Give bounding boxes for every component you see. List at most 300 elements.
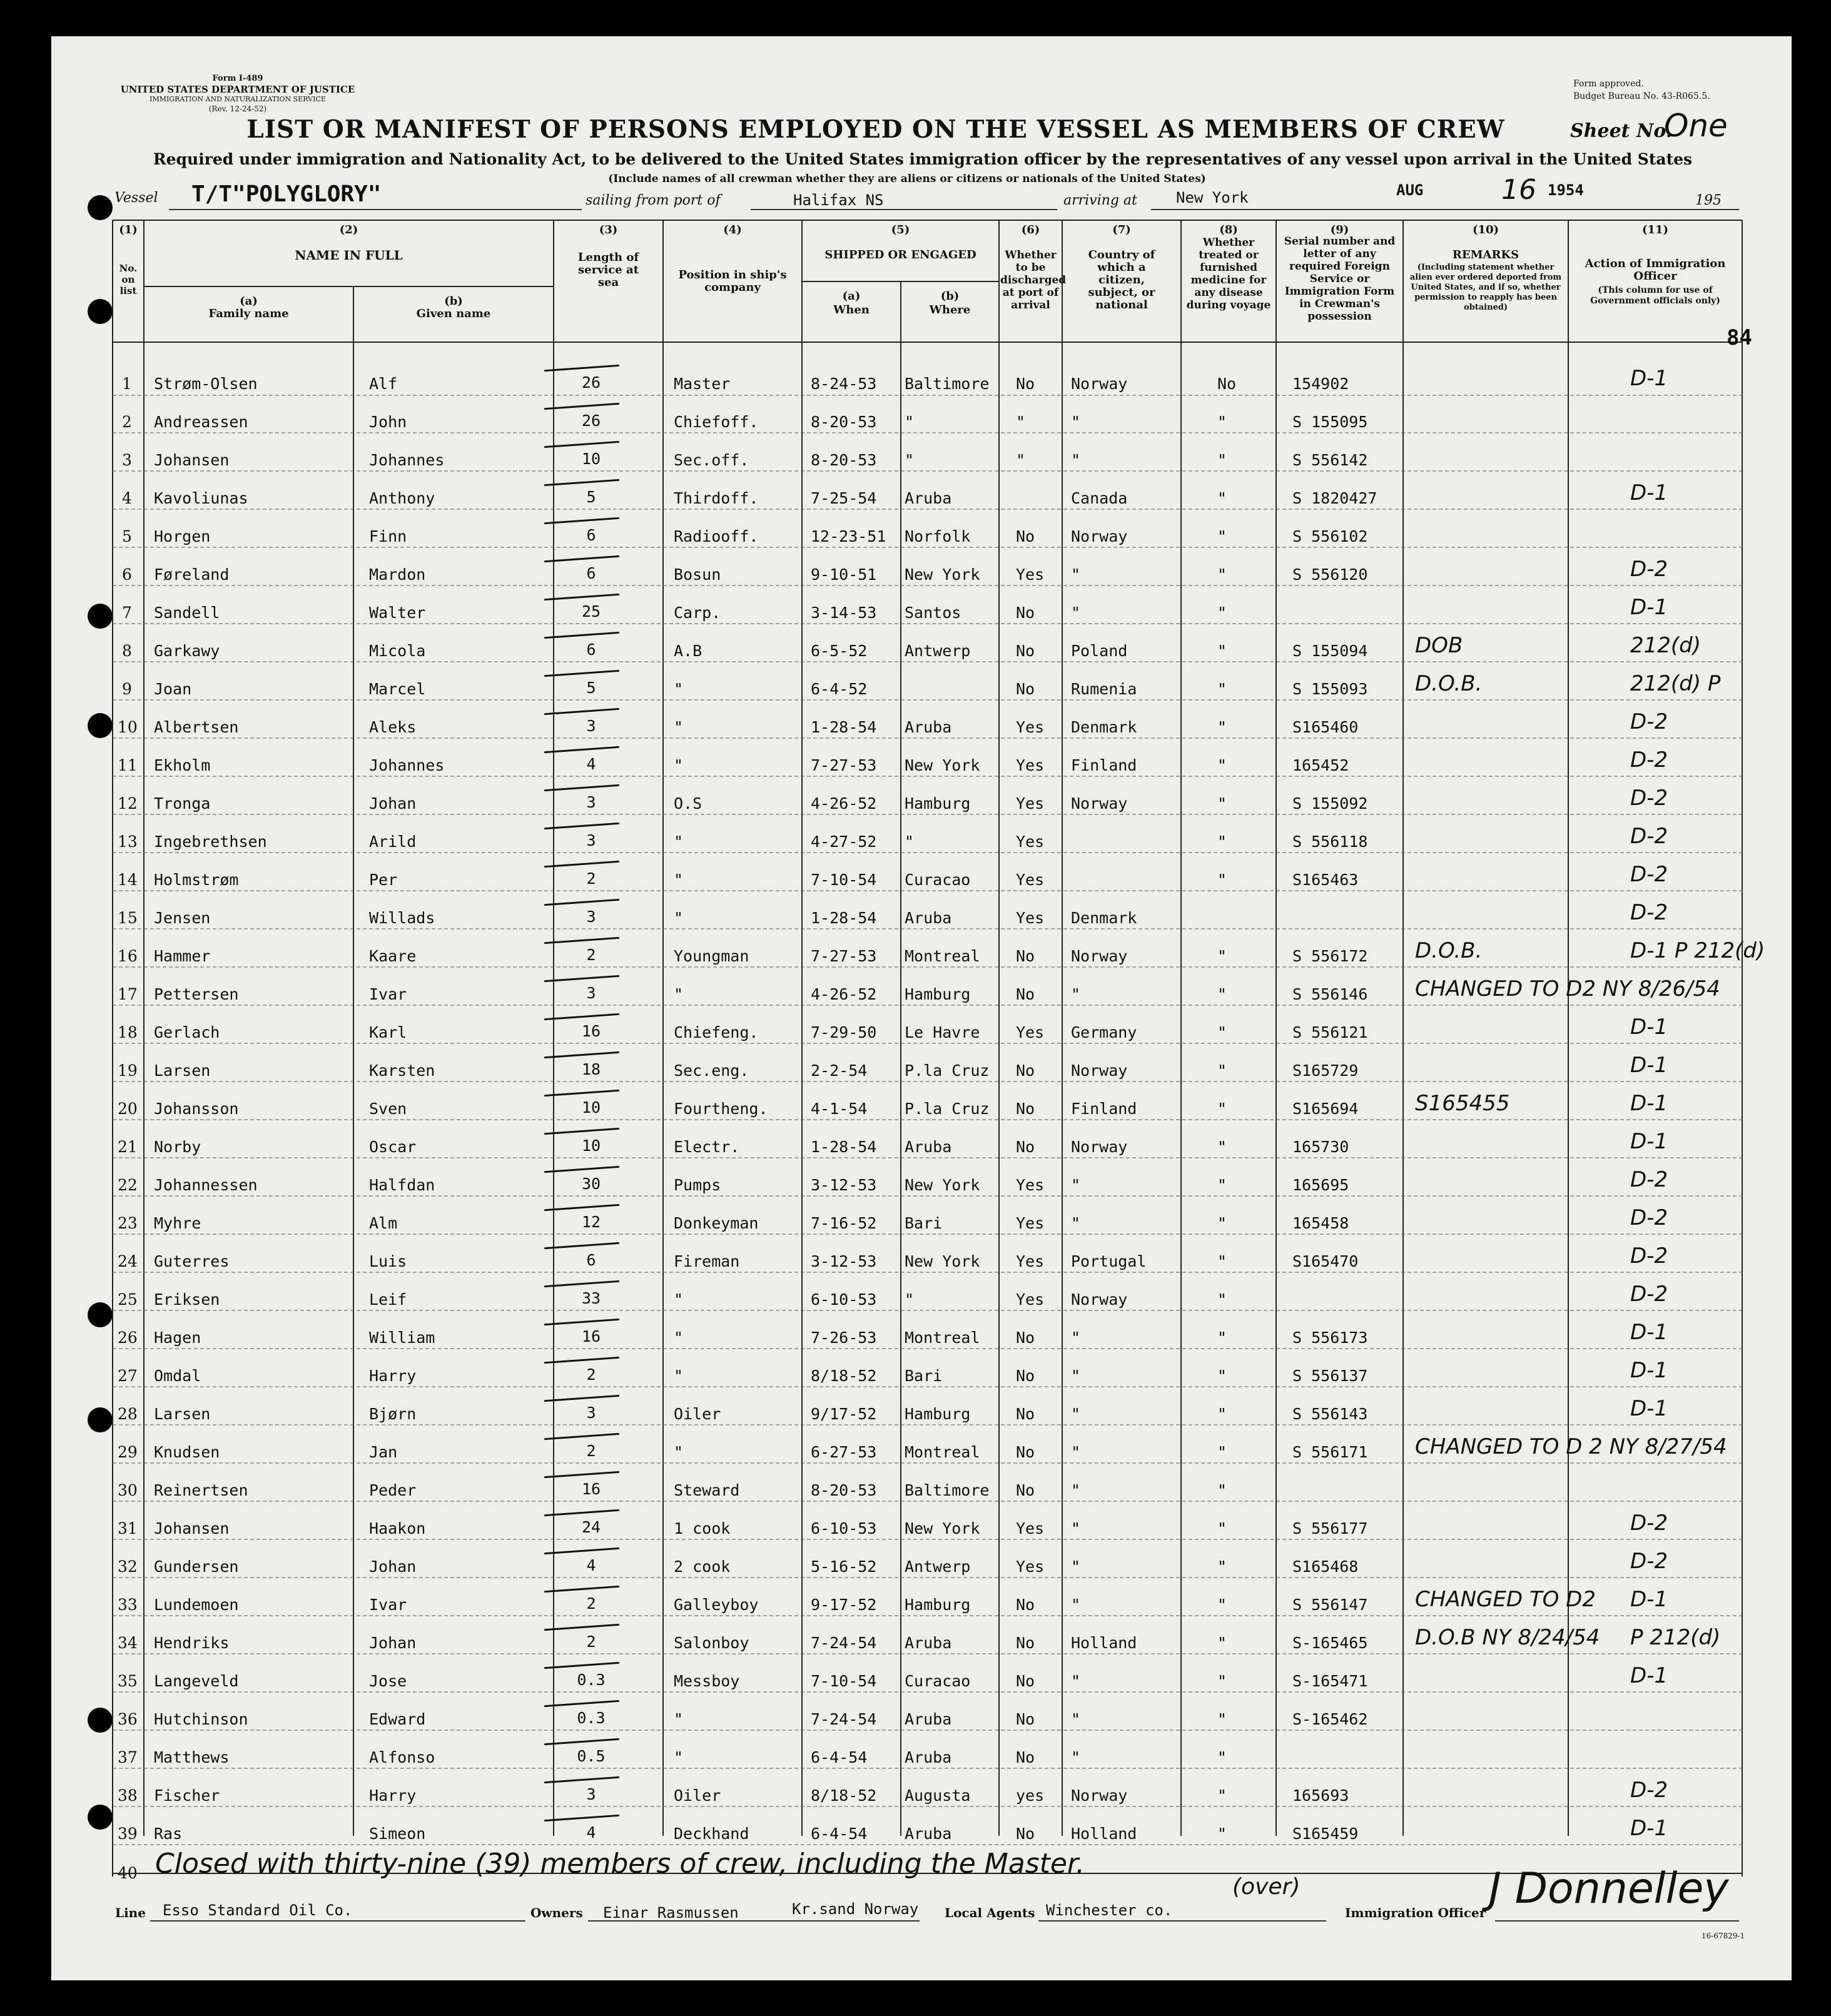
serial-number-cell: S165729 xyxy=(1292,1061,1359,1080)
country-cell: Norway xyxy=(1071,1786,1128,1805)
table-row xyxy=(0,929,1831,968)
serial-number-cell: S 556137 xyxy=(1292,1367,1368,1385)
serial-number-cell: 165458 xyxy=(1292,1214,1349,1232)
action-cell: D-1 xyxy=(1630,1816,1668,1841)
given-name-cell: Finn xyxy=(369,527,407,545)
family-name-cell: Omdal xyxy=(154,1367,201,1385)
country-cell: Canada xyxy=(1071,489,1128,507)
position-cell: " xyxy=(674,871,684,889)
given-name-cell: Sven xyxy=(369,1100,407,1118)
length-header: Length of service at sea xyxy=(577,251,639,289)
name-in-full-header: NAME IN FULL xyxy=(295,248,403,263)
position-cell: " xyxy=(674,680,684,698)
serial-number-cell: S165468 xyxy=(1292,1558,1359,1576)
row-number: 3 xyxy=(122,451,132,469)
length-check-mark xyxy=(544,1433,619,1440)
length-of-service-cell: 26 xyxy=(581,412,601,430)
sheet-number: One xyxy=(1664,108,1728,144)
serial-number-cell: S 556146 xyxy=(1292,985,1368,1003)
given-name-cell: Harry xyxy=(369,1786,417,1805)
family-name-cell: Hagen xyxy=(154,1329,201,1347)
family-name-cell: Hammer xyxy=(154,947,211,965)
given-name-cell: Aleks xyxy=(369,718,417,736)
table-row xyxy=(0,1807,1831,1845)
when-engaged-cell: 3-12-53 xyxy=(811,1176,877,1194)
family-name-cell: Pettersen xyxy=(154,985,239,1003)
serial-number-cell: S 556171 xyxy=(1292,1443,1368,1461)
row-40-number: 40 xyxy=(118,1864,138,1882)
when-engaged-cell: 7-27-53 xyxy=(811,756,877,774)
given-name-cell: Halfdan xyxy=(369,1176,435,1194)
given-name-cell: Peder xyxy=(369,1481,417,1499)
length-of-service-cell: 10 xyxy=(581,450,601,468)
form-title: LIST OR MANIFEST OF PERSONS EMPLOYED ON THE VESSEL AS MEMBERS OF CREW xyxy=(246,115,1505,144)
length-of-service-cell: 3 xyxy=(586,984,596,1002)
position-cell: Oiler xyxy=(674,1786,721,1805)
closing-statement: Closed with thirty-nine (39) members of crew, including the Master. xyxy=(155,1848,1085,1880)
when-engaged-cell: 6-27-53 xyxy=(811,1443,877,1461)
discharged-cell: " xyxy=(1016,451,1026,469)
country-cell: Germany xyxy=(1071,1023,1137,1041)
length-check-mark xyxy=(544,899,619,906)
action-cell: D-1 xyxy=(1630,1587,1668,1612)
discharged-cell: Yes xyxy=(1016,1558,1045,1576)
where-engaged-cell: New York xyxy=(905,756,980,774)
given-name-cell: Harry xyxy=(369,1367,417,1385)
length-of-service-cell: 3 xyxy=(586,1785,596,1803)
discharged-cell: No xyxy=(1016,1596,1035,1614)
action-cell: 212(d) P xyxy=(1630,671,1721,696)
table-row xyxy=(0,1654,1831,1693)
family-name-cell: Larsen xyxy=(154,1061,211,1080)
when-engaged-cell: 7-25-54 xyxy=(811,489,877,507)
table-row xyxy=(0,1426,1831,1464)
table-row xyxy=(0,586,1831,624)
treated-cell: " xyxy=(1217,451,1227,469)
given-name-cell: Simeon xyxy=(369,1825,426,1843)
position-cell: Salonboy xyxy=(674,1634,749,1652)
length-of-service-cell: 5 xyxy=(586,488,596,506)
when-engaged-cell: 6-10-53 xyxy=(811,1519,877,1537)
where-engaged-cell: Aruba xyxy=(905,1825,952,1843)
length-of-service-cell: 16 xyxy=(581,1480,601,1498)
discharged-cell: " xyxy=(1016,413,1026,431)
from-port: Halifax NS xyxy=(793,191,884,209)
owners-label: Owners xyxy=(530,1905,583,1920)
table-row xyxy=(0,1044,1831,1082)
where-engaged-cell: Baltimore xyxy=(905,1481,990,1499)
discharged-cell: No xyxy=(1016,1481,1035,1499)
where-engaged-cell: Norfolk xyxy=(905,527,971,545)
family-name-cell: Johansen xyxy=(154,451,230,469)
arrival-year: 1954 xyxy=(1548,181,1584,199)
treated-cell: " xyxy=(1217,718,1227,736)
discharged-cell: Yes xyxy=(1016,1176,1045,1194)
table-row xyxy=(0,433,1831,472)
action-cell: D-1 xyxy=(1630,595,1668,620)
where-engaged-cell: Antwerp xyxy=(905,1558,971,1576)
length-of-service-cell: 3 xyxy=(586,793,596,811)
action-cell: D-2 xyxy=(1630,1511,1668,1536)
serial-header: Serial number and letter of any required Foreign Service or Immigration Form in Crewman's possession xyxy=(1284,235,1396,323)
discharged-cell: Yes xyxy=(1016,1252,1045,1270)
when-engaged-cell: 6-4-54 xyxy=(811,1748,868,1766)
arrival-day: 16 xyxy=(1501,174,1536,206)
row-number: 19 xyxy=(118,1061,138,1080)
family-name-cell: Hendriks xyxy=(154,1634,230,1652)
col6-number: (6) xyxy=(1021,223,1040,236)
position-cell: 1 cook xyxy=(674,1519,731,1537)
row-number: 30 xyxy=(118,1481,138,1499)
officer-label: Immigration Officer xyxy=(1345,1905,1486,1920)
family-name-cell: Tronga xyxy=(154,794,211,813)
action-cell: D-1 xyxy=(1630,1396,1668,1421)
country-cell: Portugal xyxy=(1071,1252,1147,1270)
given-name-cell: Jan xyxy=(369,1443,398,1461)
where-header: Where xyxy=(929,303,971,317)
row-number: 11 xyxy=(118,756,138,774)
col5-number: (5) xyxy=(891,223,910,236)
where-engaged-cell: Montreal xyxy=(905,1443,980,1461)
length-check-mark xyxy=(544,708,619,715)
serial-number-cell: S-165465 xyxy=(1292,1634,1368,1652)
treated-cell: " xyxy=(1217,1367,1227,1385)
country-cell: " xyxy=(1071,1748,1081,1766)
country-cell: " xyxy=(1071,565,1081,584)
family-name-header: Family name xyxy=(208,307,289,320)
remarks-cell: CHANGED TO D2 NY 8/26/54 xyxy=(1415,976,1720,1001)
col4-number: (4) xyxy=(723,223,742,236)
family-name-cell: Strøm-Olsen xyxy=(154,375,258,393)
country-cell: Denmark xyxy=(1071,718,1137,736)
row-number: 16 xyxy=(118,947,138,965)
length-check-mark xyxy=(544,1471,619,1478)
serial-number-cell: S 1820427 xyxy=(1292,489,1377,507)
position-cell: Pumps xyxy=(674,1176,721,1194)
length-check-mark xyxy=(544,1662,619,1669)
discharged-cell: No xyxy=(1016,1100,1035,1118)
given-name-cell: Karsten xyxy=(369,1061,435,1080)
position-cell: " xyxy=(674,1329,684,1347)
position-cell: Oiler xyxy=(674,1405,721,1423)
treated-cell: " xyxy=(1217,680,1227,698)
line-underline xyxy=(150,1920,525,1922)
row-number: 28 xyxy=(118,1405,138,1423)
given-name-cell: Willads xyxy=(369,909,435,927)
country-cell: " xyxy=(1071,1367,1081,1385)
discharged-cell: No xyxy=(1016,375,1035,393)
position-header: Position in ship's company xyxy=(678,268,787,294)
family-name-cell: Larsen xyxy=(154,1405,211,1423)
agents-underline xyxy=(1038,1920,1326,1922)
discharged-cell: No xyxy=(1016,527,1035,545)
given-name-cell: Ivar xyxy=(369,1596,407,1614)
when-engaged-cell: 9-17-52 xyxy=(811,1596,877,1614)
length-of-service-cell: 6 xyxy=(586,641,596,659)
family-name-cell: Ingebrethsen xyxy=(154,833,267,851)
serial-number-cell: S165470 xyxy=(1292,1252,1359,1270)
where-engaged-cell: New York xyxy=(905,1252,980,1270)
country-cell: " xyxy=(1071,1176,1081,1194)
position-cell: " xyxy=(674,1710,684,1728)
action-cell: D-1 xyxy=(1630,480,1668,505)
where-engaged-cell: " xyxy=(905,451,915,469)
treated-cell: " xyxy=(1217,642,1227,660)
family-name-cell: Langeveld xyxy=(154,1672,239,1690)
given-name-cell: Oscar xyxy=(369,1138,417,1156)
position-cell: Radiooff. xyxy=(674,527,759,545)
given-name-cell: Kaare xyxy=(369,947,417,965)
position-cell: " xyxy=(674,833,684,851)
country-cell: Denmark xyxy=(1071,909,1137,927)
when-engaged-cell: 8-24-53 xyxy=(811,375,877,393)
given-name-cell: Arild xyxy=(369,833,417,851)
family-name-cell: Eriksen xyxy=(154,1290,220,1309)
length-check-mark xyxy=(544,1204,619,1211)
row-number: 18 xyxy=(118,1023,138,1041)
table-row xyxy=(0,662,1831,701)
given-name-cell: Johannes xyxy=(369,756,445,774)
form-number: Form I-489 xyxy=(212,74,263,83)
country-cell: Finland xyxy=(1071,1100,1137,1118)
action-cell: D-2 xyxy=(1630,1167,1668,1192)
when-engaged-cell: 1-28-54 xyxy=(811,909,877,927)
action-cell: D-2 xyxy=(1630,786,1668,811)
col1-number: (1) xyxy=(119,223,138,236)
position-cell: Chiefoff. xyxy=(674,413,759,431)
family-name-cell: Johansson xyxy=(154,1100,239,1118)
remarks-cell: S165455 xyxy=(1415,1091,1510,1116)
action-cell: P 212(d) xyxy=(1630,1625,1721,1650)
table-row xyxy=(0,548,1831,586)
officer-underline xyxy=(1495,1920,1739,1922)
discharged-cell: No xyxy=(1016,1825,1035,1843)
position-cell: Steward xyxy=(674,1481,740,1499)
position-cell: " xyxy=(674,1367,684,1385)
discharged-cell: No xyxy=(1016,642,1035,660)
where-engaged-cell: Aruba xyxy=(905,909,952,927)
treated-cell: " xyxy=(1217,1252,1227,1270)
family-name-cell: Lundemoen xyxy=(154,1596,239,1614)
given-name-cell: Edward xyxy=(369,1710,426,1728)
length-check-mark xyxy=(544,784,619,791)
serial-number-cell: 165730 xyxy=(1292,1138,1349,1156)
action-note: (This column for use of Government officials only) xyxy=(1590,285,1720,306)
length-check-mark xyxy=(544,1242,619,1249)
where-engaged-cell: Montreal xyxy=(905,1329,980,1347)
where-engaged-cell: Aruba xyxy=(905,1634,952,1652)
length-of-service-cell: 26 xyxy=(581,373,601,392)
position-cell: " xyxy=(674,985,684,1003)
treated-cell: " xyxy=(1217,1100,1227,1118)
action-cell: D-1 xyxy=(1630,1358,1668,1383)
length-of-service-cell: 2 xyxy=(586,1365,596,1384)
where-engaged-cell: New York xyxy=(905,1176,980,1194)
when-engaged-cell: 7-24-54 xyxy=(811,1710,877,1728)
family-name-cell: Ras xyxy=(154,1825,183,1843)
when-engaged-cell: 9-10-51 xyxy=(811,565,877,584)
when-a: (a) xyxy=(842,290,861,303)
serial-number-cell: S 556143 xyxy=(1292,1405,1368,1423)
country-cell: " xyxy=(1071,1596,1081,1614)
length-check-mark xyxy=(544,1738,619,1745)
serial-number-cell: S 556177 xyxy=(1292,1519,1368,1537)
row-number: 29 xyxy=(118,1443,138,1461)
length-of-service-cell: 3 xyxy=(586,831,596,849)
serial-number-cell: S 556102 xyxy=(1292,527,1368,545)
row-number: 20 xyxy=(118,1100,138,1118)
serial-number-cell: S165463 xyxy=(1292,871,1359,889)
where-engaged-cell: Aruba xyxy=(905,1138,952,1156)
table-row xyxy=(0,357,1831,395)
table-row xyxy=(0,1731,1831,1769)
table-row xyxy=(0,701,1831,739)
action-cell: 212(d) xyxy=(1630,633,1702,658)
discharged-cell: No xyxy=(1016,985,1035,1003)
given-name-cell: Haakon xyxy=(369,1519,426,1537)
length-check-mark xyxy=(544,1586,619,1593)
treated-cell: " xyxy=(1217,1023,1227,1041)
action-cell: D-2 xyxy=(1630,1244,1668,1269)
family-name-cell: Jensen xyxy=(154,909,211,927)
family-name-cell: Norby xyxy=(154,1138,201,1156)
length-check-mark xyxy=(544,1166,619,1173)
discharged-cell: No xyxy=(1016,1405,1035,1423)
where-engaged-cell: Curacao xyxy=(905,1672,971,1690)
position-cell: Master xyxy=(674,375,731,393)
family-name-cell: Kavoliunas xyxy=(154,489,248,507)
discharged-cell: Yes xyxy=(1016,756,1045,774)
length-check-mark xyxy=(544,975,619,982)
col11-number: (11) xyxy=(1641,223,1669,236)
length-of-service-cell: 2 xyxy=(586,1594,596,1613)
action-cell: D-2 xyxy=(1630,900,1668,925)
table-row xyxy=(0,1769,1831,1807)
row-number: 6 xyxy=(122,565,132,584)
given-name-cell: Alm xyxy=(369,1214,398,1232)
position-cell: Fourtheng. xyxy=(674,1100,768,1118)
table-row xyxy=(0,1235,1831,1273)
family-name-cell: Myhre xyxy=(154,1214,201,1232)
remarks-note: (Including statement whether alien ever ordered deported from United States, and if so, whether permission to reapply has been obtained) xyxy=(1409,263,1562,312)
country-cell: " xyxy=(1071,1672,1081,1690)
serial-number-cell: S 155092 xyxy=(1292,794,1368,813)
family-name-cell: Andreassen xyxy=(154,413,248,431)
where-engaged-cell: Aruba xyxy=(905,718,952,736)
given-name-cell: Alf xyxy=(369,375,398,393)
remarks-cell: CHANGED TO D 2 NY 8/27/54 xyxy=(1415,1434,1727,1459)
row-number: 17 xyxy=(118,985,138,1003)
family-name-cell: Reinertsen xyxy=(154,1481,248,1499)
where-b: (b) xyxy=(940,290,960,303)
treated-cell: " xyxy=(1217,1825,1227,1843)
country-cell: " xyxy=(1071,1481,1081,1499)
where-engaged-cell: Hamburg xyxy=(905,1405,971,1423)
when-engaged-cell: 8-20-53 xyxy=(811,413,877,431)
serial-number-cell: S 556173 xyxy=(1292,1329,1368,1347)
discharged-cell: No xyxy=(1016,604,1035,622)
given-name-cell: Marcel xyxy=(369,680,426,698)
row-number: 36 xyxy=(118,1710,138,1728)
length-of-service-cell: 6 xyxy=(586,1251,596,1269)
table-row xyxy=(0,1616,1831,1654)
length-check-mark xyxy=(544,861,619,868)
table-row xyxy=(0,777,1831,815)
remarks-cell: CHANGED TO D2 xyxy=(1415,1587,1596,1612)
given-name-cell: Luis xyxy=(369,1252,407,1270)
table-row xyxy=(0,968,1831,1006)
length-check-mark xyxy=(544,365,619,372)
length-of-service-cell: 6 xyxy=(586,564,596,582)
treated-cell: " xyxy=(1217,1672,1227,1690)
when-engaged-cell: 4-26-52 xyxy=(811,985,877,1003)
action-cell: D-1 xyxy=(1630,366,1668,391)
treated-cell: " xyxy=(1217,413,1227,431)
family-name-cell: Joan xyxy=(154,680,192,698)
length-of-service-cell: 5 xyxy=(586,679,596,697)
where-engaged-cell: Hamburg xyxy=(905,1596,971,1614)
length-check-mark xyxy=(544,1700,619,1707)
length-check-mark xyxy=(544,479,619,486)
when-engaged-cell: 4-27-52 xyxy=(811,833,877,851)
action-cell: D-1 xyxy=(1630,1015,1668,1040)
action-cell: D-1 P 212(d) xyxy=(1630,938,1765,963)
row-number: 1 xyxy=(122,375,132,393)
row-number: 27 xyxy=(118,1367,138,1385)
row-number: 22 xyxy=(118,1176,138,1194)
treated-cell: " xyxy=(1217,1558,1227,1576)
serial-number-cell: S 556118 xyxy=(1292,833,1368,851)
table-row xyxy=(0,891,1831,929)
position-cell: " xyxy=(674,756,684,774)
length-check-mark xyxy=(544,1509,619,1516)
table-row xyxy=(0,1349,1831,1387)
length-of-service-cell: 6 xyxy=(586,526,596,544)
length-of-service-cell: 4 xyxy=(586,755,596,773)
discharged-cell: Yes xyxy=(1016,565,1045,584)
table-row xyxy=(0,1693,1831,1731)
serial-number-cell: 154902 xyxy=(1292,375,1349,393)
country-cell: " xyxy=(1071,1519,1081,1537)
row-number: 39 xyxy=(118,1825,138,1843)
length-check-mark xyxy=(544,1776,619,1783)
given-name-cell: Bjørn xyxy=(369,1405,417,1423)
budget-number: Budget Bureau No. 43-R065.5. xyxy=(1573,91,1710,101)
when-engaged-cell: 8/18-52 xyxy=(811,1367,877,1385)
country-cell: Holland xyxy=(1071,1825,1137,1843)
action-cell: D-1 xyxy=(1630,1320,1668,1345)
given-name-cell: Micola xyxy=(369,642,426,660)
table-row xyxy=(0,853,1831,891)
row-number: 33 xyxy=(118,1596,138,1614)
line-label: Line xyxy=(115,1905,146,1920)
given-name-cell: Walter xyxy=(369,604,426,622)
given-name-cell: Johannes xyxy=(369,451,445,469)
country-cell: Norway xyxy=(1071,1138,1128,1156)
serial-number-cell: S 155094 xyxy=(1292,642,1368,660)
family-name-cell: Garkawy xyxy=(154,642,220,660)
country-cell: " xyxy=(1071,1710,1081,1728)
row-number: 7 xyxy=(122,604,132,622)
position-cell: " xyxy=(674,1443,684,1461)
length-of-service-cell: 16 xyxy=(581,1022,601,1040)
arrival-month: AUG xyxy=(1396,181,1424,199)
action-cell: D-2 xyxy=(1630,1282,1668,1307)
when-engaged-cell: 8-20-53 xyxy=(811,1481,877,1499)
row-number: 32 xyxy=(118,1558,138,1576)
row-number: 2 xyxy=(122,413,132,431)
treated-cell: " xyxy=(1217,1214,1227,1232)
